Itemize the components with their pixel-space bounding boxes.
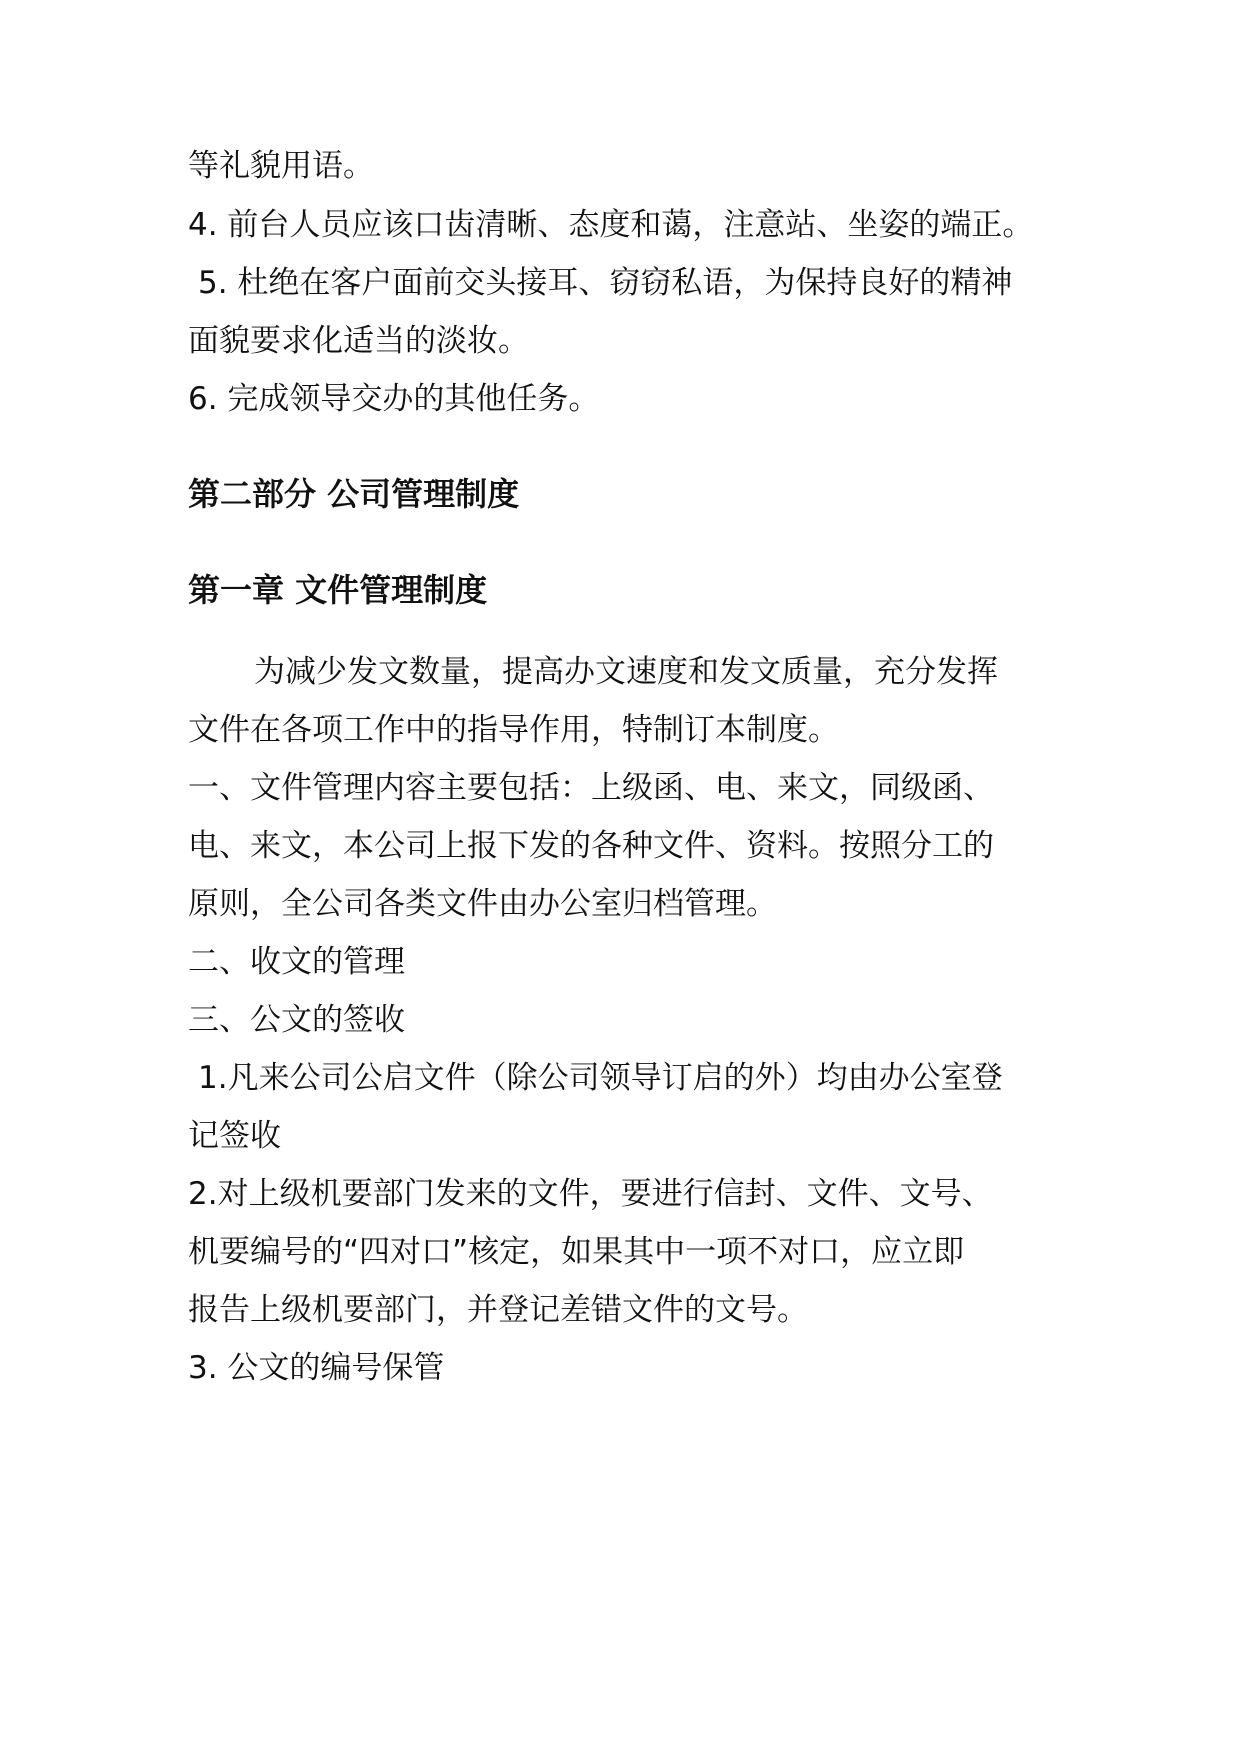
list-item-continuation: 机要编号的“四对口”核定，如果其中一项不对口，应立即 bbox=[188, 1234, 965, 1270]
text-line: 5. 杜绝在客户面前交头接耳、窃窃私语，为保持良好的精神 bbox=[198, 265, 1013, 301]
text-line: 6. 完成领导交办的其他任务。 bbox=[188, 381, 600, 417]
list-item: 1.凡来公司公启文件（除公司领导订启的外）均由办公室登 bbox=[198, 1060, 1003, 1096]
list-item-continuation: 报告上级机要部门，并登记差错文件的文号。 bbox=[188, 1292, 808, 1328]
chapter-heading: 第一章 文件管理制度 bbox=[188, 571, 488, 609]
part-heading: 第二部分 公司管理制度 bbox=[188, 475, 520, 513]
paragraph-line: 一、文件管理内容主要包括：上级函、电、来文，同级函、 bbox=[188, 770, 994, 806]
paragraph-line: 原则，全公司各类文件由办公室归档管理。 bbox=[188, 886, 777, 922]
text-line: 4. 前台人员应该口齿清晰、态度和蔼，注意站、坐姿的端正。 bbox=[188, 207, 1034, 243]
paragraph-line: 电、来文，本公司上报下发的各种文件、资料。按照分工的 bbox=[188, 828, 994, 864]
text-line: 等礼貌用语。 bbox=[188, 148, 374, 184]
section-heading: 三、公文的签收 bbox=[188, 1002, 405, 1038]
paragraph-line: 文件在各项工作中的指导作用，特制订本制度。 bbox=[188, 712, 839, 748]
list-item-continuation: 记签收 bbox=[188, 1118, 281, 1154]
list-item: 3. 公文的编号保管 bbox=[188, 1350, 445, 1386]
text-line: 面貌要求化适当的淡妆。 bbox=[188, 323, 529, 359]
paragraph-line: 为减少发文数量，提高办文速度和发文质量，充分发挥 bbox=[254, 654, 998, 690]
list-item: 2.对上级机要部门发来的文件，要进行信封、文件、文号、 bbox=[188, 1176, 993, 1212]
section-heading: 二、收文的管理 bbox=[188, 944, 405, 980]
